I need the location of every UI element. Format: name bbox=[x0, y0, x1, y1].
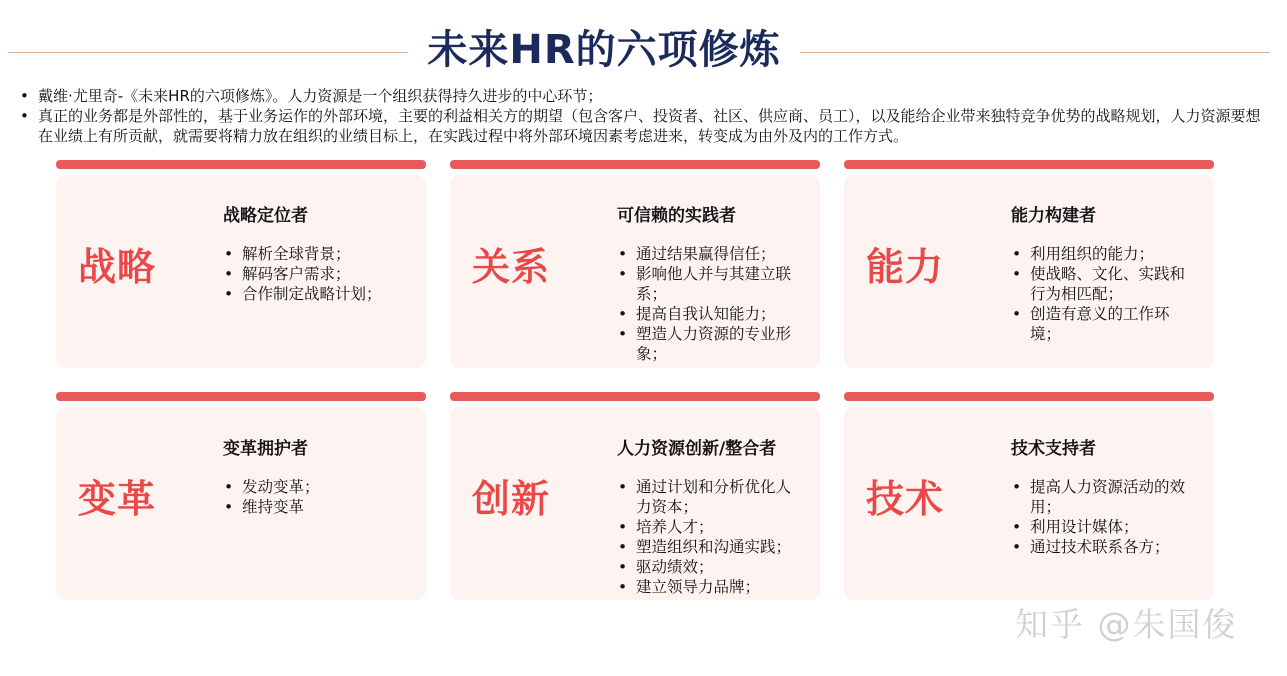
intro-bullets bbox=[18, 86, 1268, 146]
card-keyword: 关系 bbox=[472, 245, 551, 289]
card-role-title: 战略定位者 bbox=[223, 206, 308, 226]
card-technology bbox=[844, 407, 1214, 600]
card-keyword: 战略 bbox=[78, 245, 157, 289]
card-item: • 合作制定战略计划； bbox=[222, 284, 412, 304]
card-strategy bbox=[56, 175, 426, 368]
card-item: • 利用设计媒体； bbox=[1010, 517, 1190, 537]
card-item: • 塑造人力资源的专业形象； bbox=[616, 324, 792, 364]
card-items bbox=[222, 244, 412, 304]
card-keyword: 能力 bbox=[866, 245, 945, 289]
card-bar-innovation bbox=[450, 392, 820, 401]
card-item: • 提高人力资源活动的效用； bbox=[1010, 477, 1190, 517]
title-area bbox=[0, 22, 1287, 78]
card-keyword: 变革 bbox=[78, 477, 157, 521]
card-item: • 使战略、文化、实践和行为相匹配； bbox=[1010, 264, 1190, 304]
card-item: • 驱动绩效； bbox=[616, 557, 796, 577]
card-bar-relationship bbox=[450, 160, 820, 169]
card-bar-change bbox=[56, 392, 426, 401]
card-items bbox=[222, 477, 412, 517]
title-divider-left bbox=[8, 52, 408, 53]
page-title: 未来HR的六项修炼 bbox=[427, 27, 781, 73]
watermark: 知乎 @朱国俊 bbox=[1015, 605, 1238, 644]
card-items bbox=[1010, 244, 1190, 344]
card-bar-strategy bbox=[56, 160, 426, 169]
card-innovation bbox=[450, 407, 820, 600]
intro-bullet-1: • 戴维·尤里奇-《未来HR的六项修炼》。人力资源是一个组织获得持久进步的中心环节； bbox=[18, 86, 1268, 106]
card-item: • 维持变革 bbox=[222, 497, 412, 517]
card-item: • 解析全球背景； bbox=[222, 244, 412, 264]
card-items bbox=[616, 477, 796, 597]
card-bar-capability bbox=[844, 160, 1214, 169]
card-item: • 解码客户需求； bbox=[222, 264, 412, 284]
card-bar-technology bbox=[844, 392, 1214, 401]
card-change bbox=[56, 407, 426, 600]
title-divider-right bbox=[800, 52, 1270, 53]
card-item: • 创造有意义的工作环境； bbox=[1010, 304, 1190, 344]
card-item: • 塑造组织和沟通实践； bbox=[616, 537, 796, 557]
card-item: • 培养人才； bbox=[616, 517, 796, 537]
card-role-title: 可信赖的实践者 bbox=[617, 206, 736, 226]
card-role-title: 变革拥护者 bbox=[223, 439, 308, 459]
card-items bbox=[1010, 477, 1190, 557]
card-role-title: 人力资源创新/整合者 bbox=[617, 439, 777, 459]
card-items bbox=[616, 244, 792, 364]
card-relationship bbox=[450, 175, 820, 368]
card-item: • 利用组织的能力； bbox=[1010, 244, 1190, 264]
card-item: • 建立领导力品牌； bbox=[616, 577, 796, 597]
card-role-title: 能力构建者 bbox=[1011, 206, 1096, 226]
card-item: • 影响他人并与其建立联系； bbox=[616, 264, 792, 304]
intro-bullet-2: • 真正的业务都是外部性的，基于业务运作的外部环境，主要的利益相关方的期望（包含客户、投资者、社区、供应商、员工），以及能给企业带来独特竞争优势的战略规划，人力资源要想在业绩上有所贡献，就需要将精力放在组织的业绩目标上，在实践过程中将外部环境因素考虑进来，转变成为由外及内的工作方式。 bbox=[18, 106, 1268, 146]
card-item: • 通过结果赢得信任； bbox=[616, 244, 792, 264]
card-item: • 通过计划和分析优化人力资本； bbox=[616, 477, 796, 517]
card-keyword: 技术 bbox=[866, 477, 945, 521]
card-capability bbox=[844, 175, 1214, 368]
card-keyword: 创新 bbox=[472, 477, 551, 521]
card-item: • 提高自我认知能力； bbox=[616, 304, 792, 324]
card-item: • 通过技术联系各方； bbox=[1010, 537, 1190, 557]
card-item: • 发动变革； bbox=[222, 477, 412, 497]
card-role-title: 技术支持者 bbox=[1011, 439, 1096, 459]
